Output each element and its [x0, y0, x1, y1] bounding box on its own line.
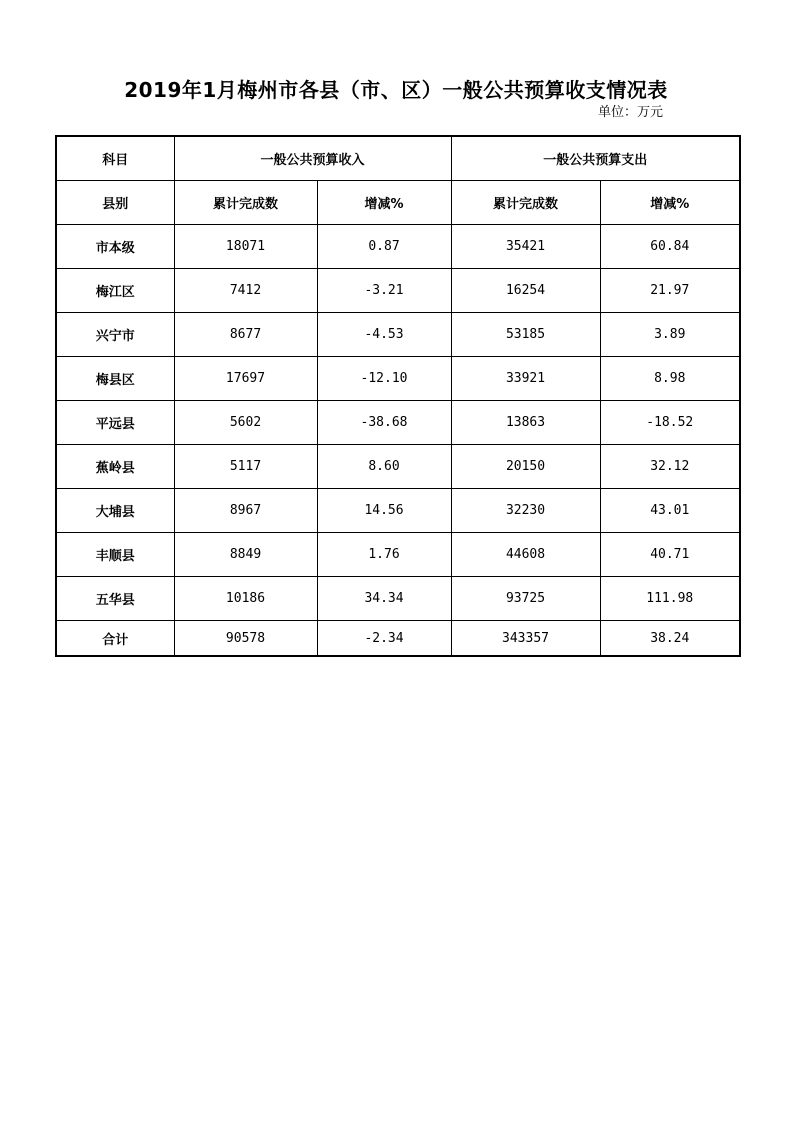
expense-cumulative: 16254 — [451, 269, 600, 313]
expense-cumulative: 35421 — [451, 225, 600, 269]
county-name: 梅县区 — [56, 357, 174, 401]
table-row — [56, 489, 740, 533]
income-change: 14.56 — [317, 489, 451, 533]
total-expense-change: 38.24 — [600, 621, 740, 657]
county-name: 梅江区 — [56, 269, 174, 313]
county-name: 平远县 — [56, 401, 174, 445]
expense-cumulative: 53185 — [451, 313, 600, 357]
header-income-group: 一般公共预算收入 — [174, 136, 451, 181]
income-cumulative: 8677 — [174, 313, 317, 357]
county-name: 大埔县 — [56, 489, 174, 533]
header-row-columns — [56, 181, 740, 225]
expense-change: 8.98 — [600, 357, 740, 401]
expense-change: 60.84 — [600, 225, 740, 269]
header-expense-change: 增减% — [600, 181, 740, 225]
expense-cumulative: 93725 — [451, 577, 600, 621]
header-county: 县别 — [56, 181, 174, 225]
county-name: 蕉岭县 — [56, 445, 174, 489]
budget-table — [55, 135, 741, 657]
county-name: 丰顺县 — [56, 533, 174, 577]
unit-label: 单位：万元 — [598, 105, 664, 120]
expense-cumulative: 33921 — [451, 357, 600, 401]
header-subject: 科目 — [56, 136, 174, 181]
expense-change: -18.52 — [600, 401, 740, 445]
header-expense-group: 一般公共预算支出 — [451, 136, 740, 181]
table-row — [56, 269, 740, 313]
county-name: 兴宁市 — [56, 313, 174, 357]
income-cumulative: 17697 — [174, 357, 317, 401]
income-cumulative: 5602 — [174, 401, 317, 445]
income-cumulative: 10186 — [174, 577, 317, 621]
county-name: 市本级 — [56, 225, 174, 269]
county-name: 五华县 — [56, 577, 174, 621]
expense-cumulative: 44608 — [451, 533, 600, 577]
income-cumulative: 8849 — [174, 533, 317, 577]
income-change: 1.76 — [317, 533, 451, 577]
table-row — [56, 401, 740, 445]
expense-cumulative: 13863 — [451, 401, 600, 445]
page-title: 2019年1月梅州市各县（市、区）一般公共预算收支情况表 — [124, 78, 668, 102]
header-income-cumulative: 累计完成数 — [174, 181, 317, 225]
header-income-change: 增减% — [317, 181, 451, 225]
income-cumulative: 18071 — [174, 225, 317, 269]
income-cumulative: 7412 — [174, 269, 317, 313]
income-change: -38.68 — [317, 401, 451, 445]
table-row — [56, 225, 740, 269]
total-row — [56, 621, 740, 657]
total-income-cumulative: 90578 — [174, 621, 317, 657]
table-row — [56, 357, 740, 401]
table-row — [56, 577, 740, 621]
header-expense-cumulative: 累计完成数 — [451, 181, 600, 225]
expense-change: 111.98 — [600, 577, 740, 621]
expense-change: 3.89 — [600, 313, 740, 357]
expense-change: 32.12 — [600, 445, 740, 489]
expense-change: 40.71 — [600, 533, 740, 577]
expense-cumulative: 32230 — [451, 489, 600, 533]
total-expense-cumulative: 343357 — [451, 621, 600, 657]
total-income-change: -2.34 — [317, 621, 451, 657]
expense-change: 21.97 — [600, 269, 740, 313]
header-row-group — [56, 136, 740, 181]
income-change: -12.10 — [317, 357, 451, 401]
income-change: -4.53 — [317, 313, 451, 357]
expense-cumulative: 20150 — [451, 445, 600, 489]
table-row — [56, 445, 740, 489]
income-cumulative: 8967 — [174, 489, 317, 533]
expense-change: 43.01 — [600, 489, 740, 533]
income-cumulative: 5117 — [174, 445, 317, 489]
income-change: 8.60 — [317, 445, 451, 489]
table-row — [56, 313, 740, 357]
table-row — [56, 533, 740, 577]
total-label: 合计 — [56, 621, 174, 657]
income-change: -3.21 — [317, 269, 451, 313]
income-change: 0.87 — [317, 225, 451, 269]
income-change: 34.34 — [317, 577, 451, 621]
